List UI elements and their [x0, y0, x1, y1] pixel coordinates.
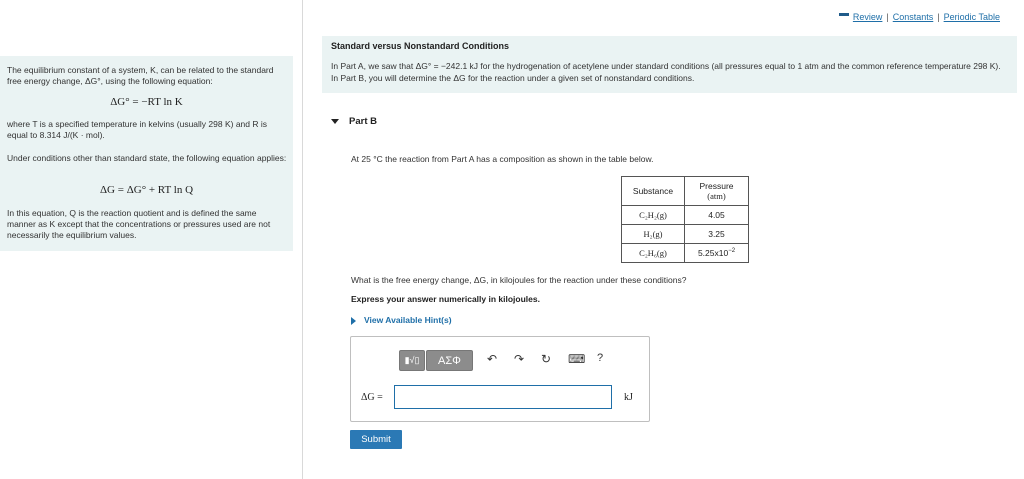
- question-prompt: What is the free energy change, ΔG, in kilojoules for the reaction under these conditions?: [351, 275, 687, 285]
- header-substance: Substance: [622, 177, 685, 206]
- equation-nonstandard: ΔG = ΔG° + RT ln Q: [99, 184, 194, 196]
- answer-input[interactable]: [394, 385, 612, 409]
- table-row: [622, 225, 749, 244]
- composition-table: [621, 176, 749, 263]
- equation-standard: ΔG° = −RT ln K: [110, 96, 183, 108]
- review-icon: [839, 13, 849, 22]
- submit-button[interactable]: Submit: [350, 430, 402, 449]
- symbols-button[interactable]: ΑΣΦ: [426, 350, 473, 371]
- redo-icon[interactable]: ↷: [514, 352, 525, 366]
- templates-button[interactable]: ▮√▯: [399, 350, 425, 371]
- part-b-header[interactable]: [331, 116, 377, 127]
- answer-box: [350, 336, 650, 422]
- table-header-row: [622, 177, 749, 206]
- left-info-panel: [0, 56, 293, 251]
- answer-label: ΔG =: [361, 392, 383, 403]
- answer-unit: kJ: [624, 392, 633, 403]
- intro-text: In Part A, we saw that ΔG° = −242.1 kJ for the hydrogenation of acetylene under standard conditions (all pressures equal to 1 atm and the common reference temperature 298 K). In Part B, you will determine the ΔG for the reaction under a given set of nonstandard conditions.: [331, 61, 1001, 83]
- expand-triangle-icon: [351, 317, 356, 325]
- link-separator: |: [937, 12, 940, 22]
- substance-cell: C₂H₆(g): [622, 244, 685, 263]
- substance-cell: H₂(g): [622, 225, 685, 244]
- header-pressure-unit: (atm): [707, 191, 726, 201]
- pressure-exponent: −2: [728, 248, 736, 255]
- substance-cell: C₂H₂(g): [622, 206, 685, 225]
- link-separator: |: [886, 12, 889, 22]
- pressure-cell: 4.05: [685, 206, 749, 225]
- intro-box: [322, 36, 1017, 93]
- undo-icon[interactable]: ↶: [487, 352, 498, 366]
- reset-icon[interactable]: ↻: [541, 352, 552, 366]
- table-row: [622, 206, 749, 225]
- intro-paragraph: The equilibrium constant of a system, K, can be related to the standard free energy change, ΔG°, using the following equation:: [7, 65, 274, 86]
- table-row: [622, 244, 749, 263]
- question-intro: At 25 °C the reaction from Part A has a composition as shown in the table below.: [351, 154, 654, 164]
- review-link[interactable]: Review: [852, 12, 883, 22]
- pressure-mantissa: 5.25x10: [697, 248, 729, 258]
- header-pressure-label: Pressure: [699, 181, 734, 191]
- collapse-triangle-icon: [331, 119, 339, 124]
- intro-title: Standard versus Nonstandard Conditions: [331, 41, 510, 51]
- help-icon[interactable]: ?: [597, 352, 604, 364]
- variables-paragraph: where T is a specified temperature in kelvins (usually 298 K) and R is equal to 8.314 J/(K · mol).: [7, 119, 268, 140]
- panel-divider: [302, 0, 303, 479]
- part-label: Part B: [349, 116, 377, 127]
- pressure-cell: 3.25: [685, 225, 749, 244]
- pressure-cell: [685, 244, 749, 263]
- view-hints-toggle[interactable]: [351, 315, 452, 325]
- header-pressure: [685, 177, 749, 206]
- question-instruction: Express your answer numerically in kilojoules.: [351, 294, 540, 304]
- resource-links: [839, 12, 1000, 22]
- keyboard-icon[interactable]: ⌨: [568, 352, 586, 366]
- quotient-paragraph: In this equation, Q is the reaction quotient and is defined the same manner as K except that the concentrations or pressures used are not necessarily the equilibrium values.: [7, 208, 271, 240]
- hint-label: View Available Hint(s): [364, 315, 452, 325]
- periodic-table-link[interactable]: Periodic Table: [943, 12, 1000, 22]
- nonstandard-paragraph: Under conditions other than standard state, the following equation applies:: [7, 153, 287, 163]
- constants-link[interactable]: Constants: [892, 12, 934, 22]
